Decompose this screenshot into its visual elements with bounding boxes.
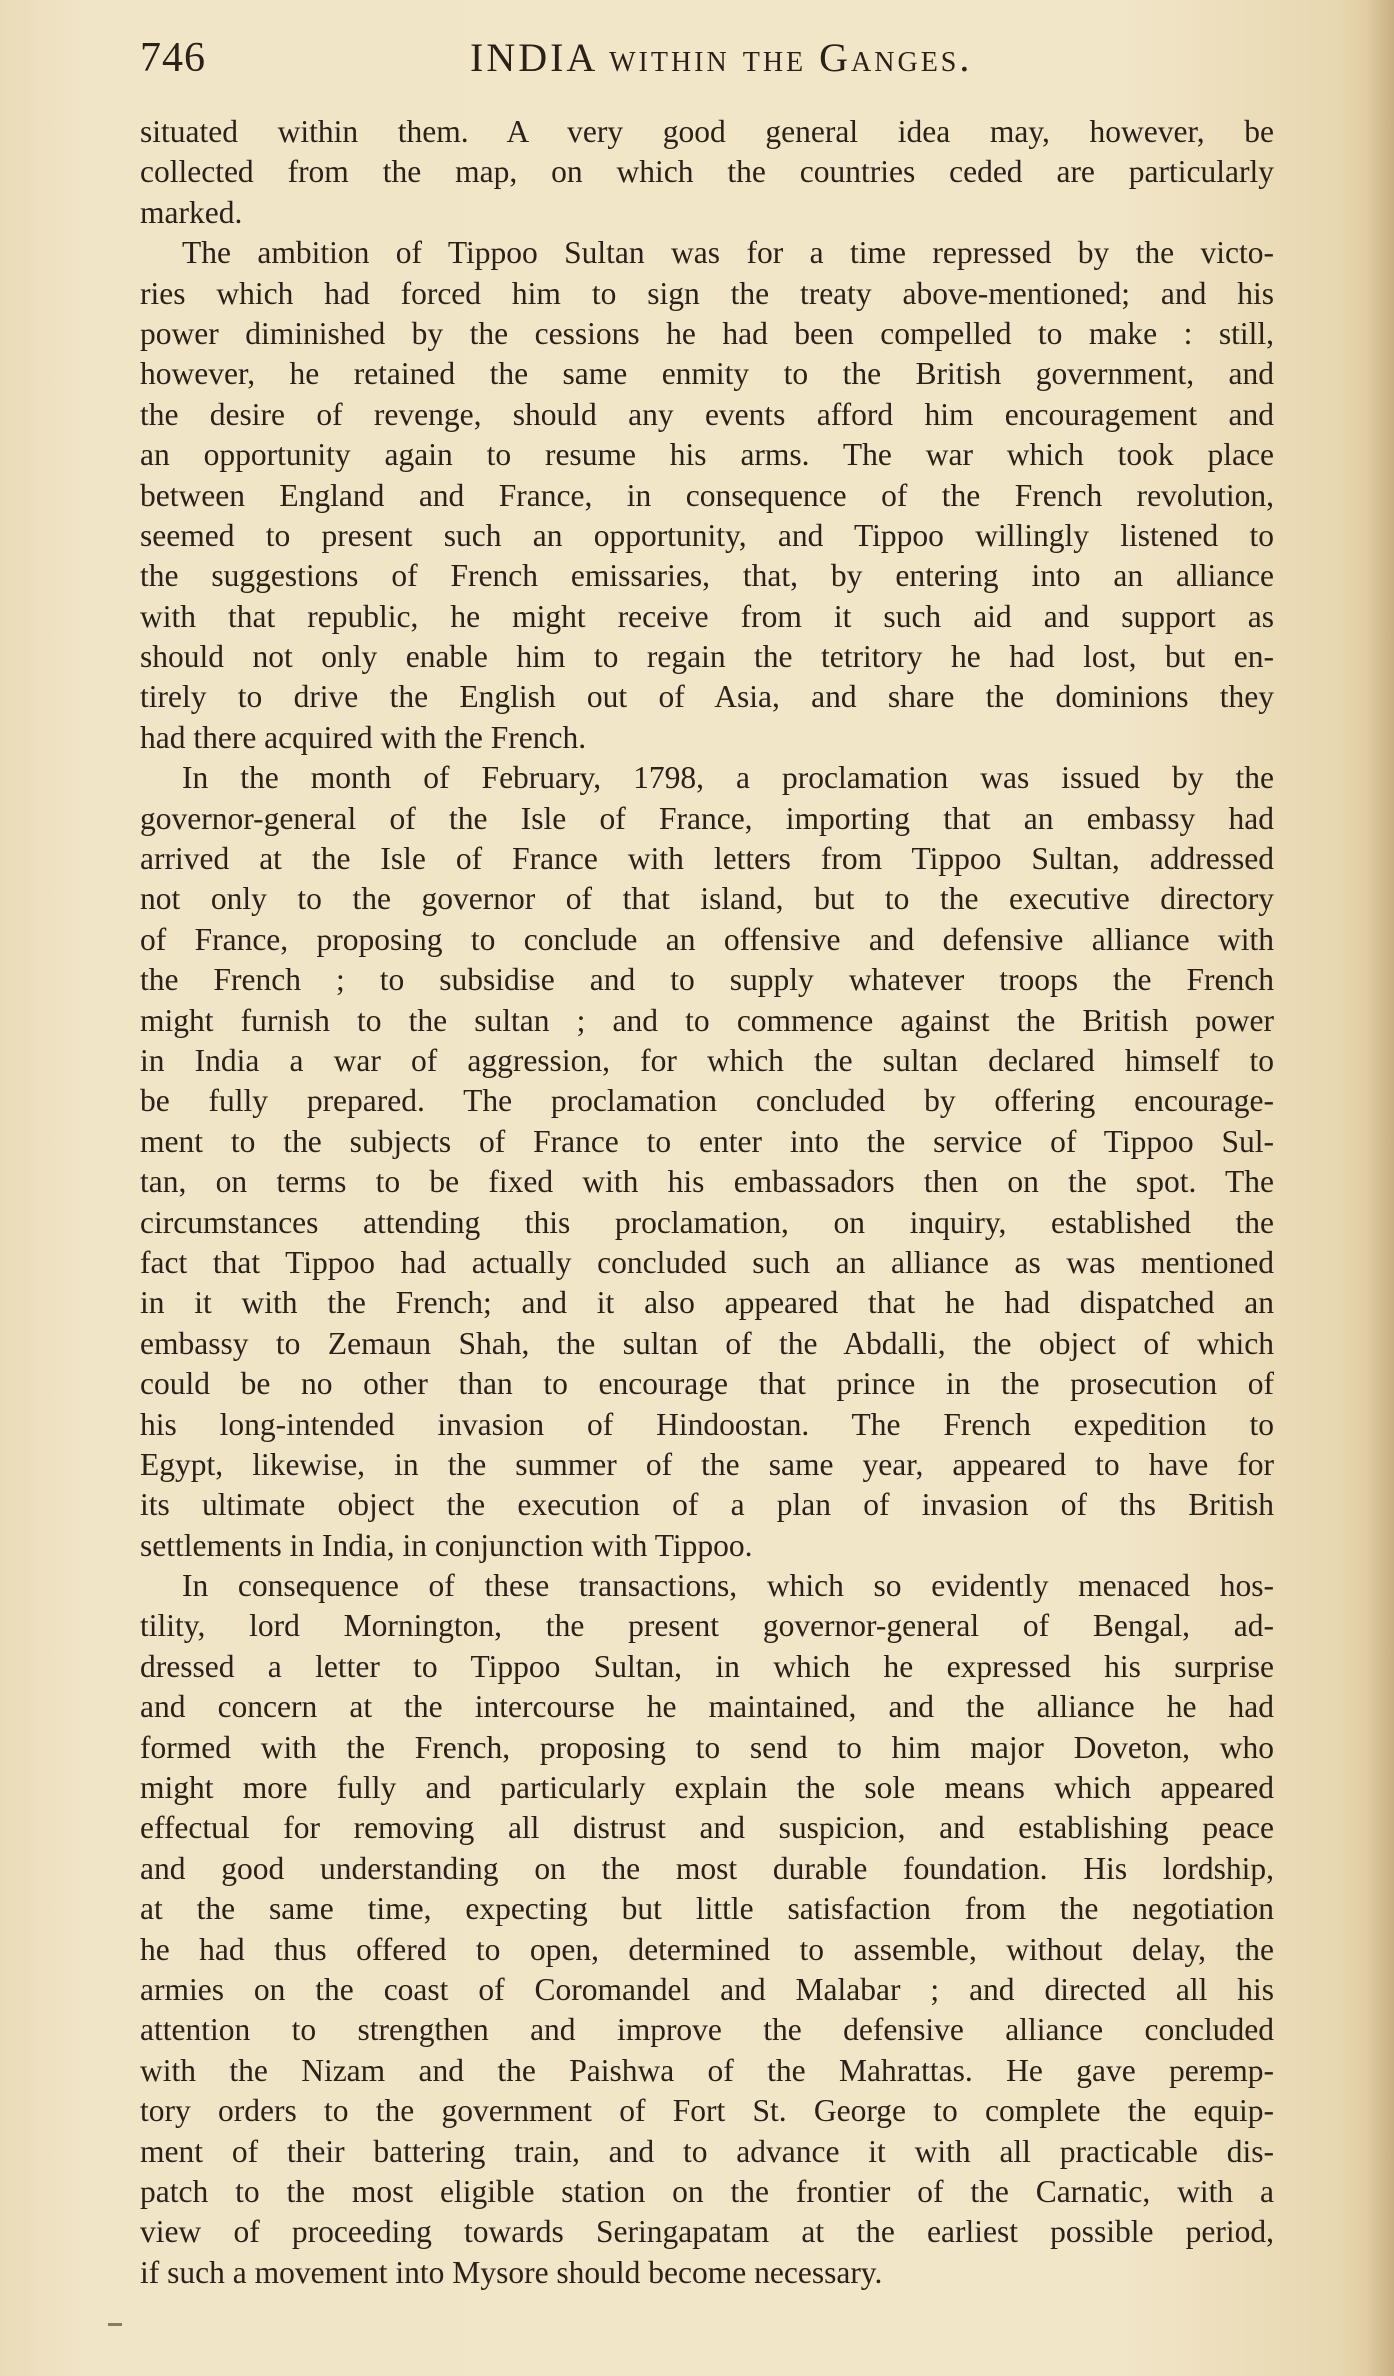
text-line: embassy to Zemaun Shah, the sultan of the Abdalli, the object of which bbox=[140, 1325, 1274, 1361]
page-number: 746 bbox=[140, 35, 206, 81]
text-line: Egypt, likewise, in the summer of the same year, appeared to have for bbox=[140, 1446, 1274, 1482]
text-line: between England and France, in consequence of the French revolution, bbox=[140, 477, 1274, 513]
text-line: could be no other than to encourage that prince in the prosecution of bbox=[140, 1366, 1274, 1402]
text-line: governor-general of the Isle of France, importing that an embassy had bbox=[140, 800, 1274, 836]
text-line: might furnish to the sultan ; and to commence against the British power bbox=[140, 1002, 1274, 1038]
text-line: effectual for removing all distrust and suspicion, and establishing peace bbox=[140, 1810, 1274, 1846]
text-line: settlements in India, in conjunction with Tippoo. bbox=[140, 1527, 753, 1563]
text-line: patch to the most eligible station on the frontier of the Carnatic, with a bbox=[140, 2173, 1274, 2209]
text-line: of France, proposing to conclude an offensive and defensive alliance with bbox=[140, 921, 1274, 957]
text-line: should not only enable him to regain the tetritory he had lost, but en- bbox=[140, 639, 1274, 675]
text-line: tan, on terms to be fixed with his embassadors then on the spot. The bbox=[140, 1164, 1274, 1200]
text-line: power diminished by the cessions he had been compelled to make : still, bbox=[140, 315, 1274, 351]
text-line: if such a movement into Mysore should become necessary. bbox=[140, 2254, 883, 2290]
running-head: INDIA within the Ganges. bbox=[470, 35, 973, 80]
body-text bbox=[140, 112, 1274, 2293]
text-line: and concern at the intercourse he maintained, and the alliance he had bbox=[140, 1689, 1274, 1725]
text-line: however, he retained the same enmity to the British government, and bbox=[140, 356, 1274, 392]
text-line: ment of their battering train, and to advance it with all practicable dis- bbox=[140, 2133, 1274, 2169]
text-line: its ultimate object the execution of a plan of invasion of ths British bbox=[140, 1487, 1274, 1523]
page-header bbox=[140, 34, 1270, 94]
text-line: with the Nizam and the Paishwa of the Mahrattas. He gave peremp- bbox=[140, 2052, 1274, 2088]
text-line: armies on the coast of Coromandel and Malabar ; and directed all his bbox=[140, 1971, 1274, 2007]
page-edge-shadow bbox=[1366, 0, 1394, 2376]
text-line: the French ; to subsidise and to supply whatever troops the French bbox=[140, 962, 1274, 998]
text-line: with that republic, he might receive from it such aid and support as bbox=[140, 598, 1274, 634]
text-line: an opportunity again to resume his arms. The war which took place bbox=[140, 437, 1274, 473]
text-line: his long-intended invasion of Hindoostan. The French expedition to bbox=[140, 1406, 1274, 1442]
text-line: view of proceeding towards Seringapatam at the earliest possible period, bbox=[140, 2214, 1274, 2250]
text-line: might more fully and particularly explain the sole means which appeared bbox=[140, 1770, 1274, 1806]
text-line: In consequence of these transactions, which so evidently menaced hos- bbox=[182, 1568, 1274, 1604]
text-line: The ambition of Tippoo Sultan was for a time repressed by the victo- bbox=[182, 235, 1274, 271]
text-line: collected from the map, on which the countries ceded are particularly bbox=[140, 154, 1274, 190]
text-line: at the same time, expecting but little satisfaction from the negotiation bbox=[140, 1891, 1274, 1927]
text-line: attention to strengthen and improve the defensive alliance concluded bbox=[140, 2012, 1274, 2048]
page-footer-mark bbox=[108, 2323, 122, 2326]
text-line: tory orders to the government of Fort St. George to complete the equip- bbox=[140, 2093, 1274, 2129]
text-line: the desire of revenge, should any events afford him encouragement and bbox=[140, 396, 1274, 432]
text-line: ries which had forced him to sign the treaty above-mentioned; and his bbox=[140, 275, 1274, 311]
text-line: fact that Tippoo had actually concluded such an alliance as was mentioned bbox=[140, 1244, 1274, 1280]
text-line: seemed to present such an opportunity, and Tippoo willingly listened to bbox=[140, 517, 1274, 553]
text-line: and good understanding on the most durable foundation. His lordship, bbox=[140, 1850, 1274, 1886]
text-line: arrived at the Isle of France with letters from Tippoo Sultan, addressed bbox=[140, 841, 1274, 877]
text-line: in it with the French; and it also appeared that he had dispatched an bbox=[140, 1285, 1274, 1321]
text-line: tirely to drive the English out of Asia, and share the dominions they bbox=[140, 679, 1274, 715]
text-line: tility, lord Mornington, the present governor-general of Bengal, ad- bbox=[140, 1608, 1274, 1644]
text-line: formed with the French, proposing to send to him major Doveton, who bbox=[140, 1729, 1274, 1765]
text-line: the suggestions of French emissaries, that, by entering into an alliance bbox=[140, 558, 1274, 594]
text-line: situated within them. A very good general idea may, however, be bbox=[140, 114, 1274, 149]
text-line: marked. bbox=[140, 194, 243, 230]
text-line: circumstances attending this proclamation, on inquiry, established the bbox=[140, 1204, 1274, 1240]
text-line: dressed a letter to Tippoo Sultan, in which he expressed his surprise bbox=[140, 1648, 1274, 1684]
text-line: be fully prepared. The proclamation concluded by offering encourage- bbox=[140, 1083, 1274, 1119]
text-line: had there acquired with the French. bbox=[140, 719, 587, 755]
text-line: not only to the governor of that island, but to the executive directory bbox=[140, 881, 1274, 917]
text-line: In the month of February, 1798, a proclamation was issued by the bbox=[182, 760, 1274, 796]
text-line: he had thus offered to open, determined to assemble, without delay, the bbox=[140, 1931, 1274, 1967]
text-line: in India a war of aggression, for which the sultan declared himself to bbox=[140, 1042, 1274, 1078]
text-line: ment to the subjects of France to enter into the service of Tippoo Sul- bbox=[140, 1123, 1274, 1159]
